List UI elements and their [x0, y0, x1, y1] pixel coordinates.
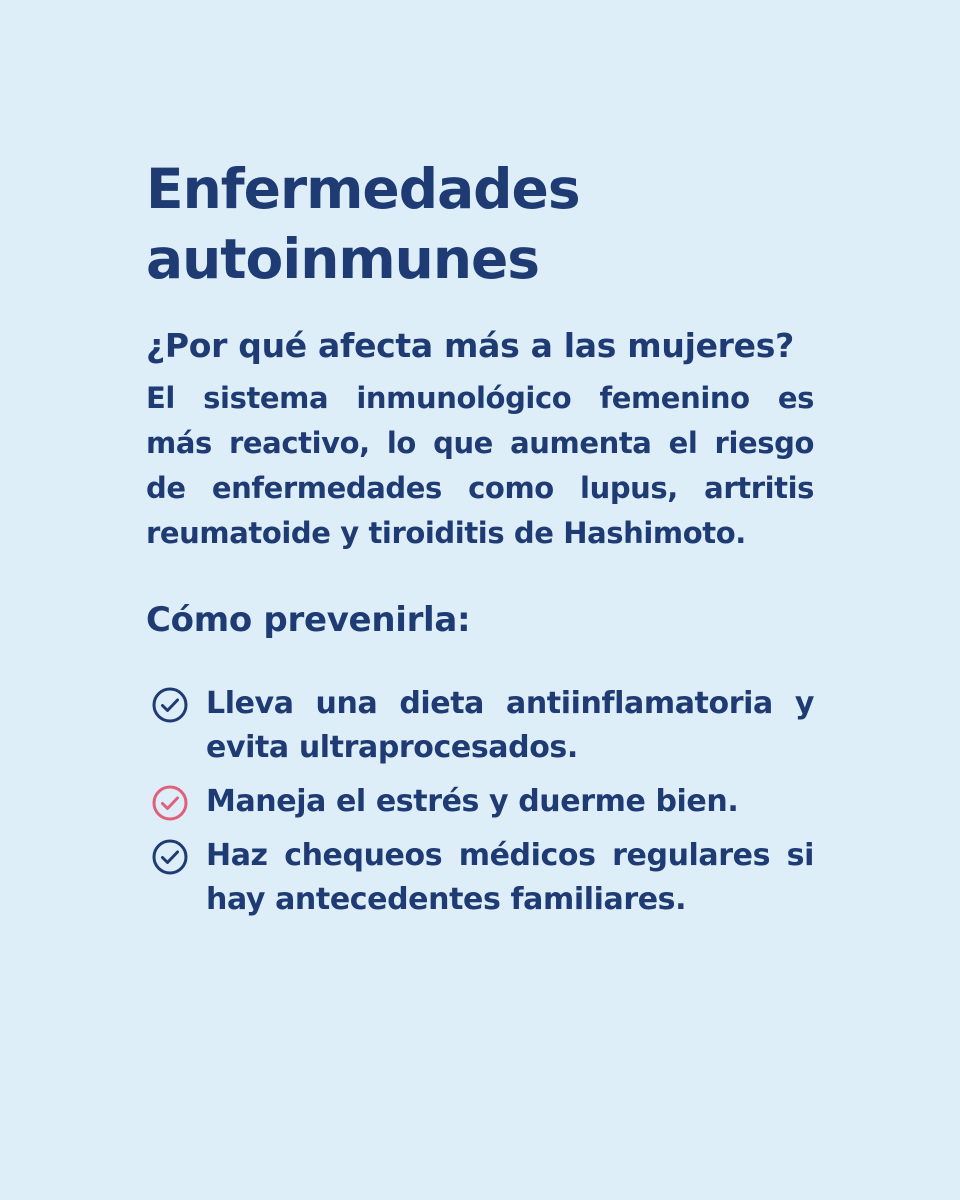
list-item — [146, 682, 814, 770]
check-circle-icon — [150, 837, 190, 877]
list-item-text: Maneja el estrés y duerme bien. — [206, 784, 739, 819]
page-title: Enfermedades autoinmunes — [146, 157, 580, 291]
prevention-list — [146, 682, 814, 922]
check-circle-icon — [150, 783, 190, 823]
prevention-heading: Cómo prevenirla: — [146, 600, 471, 640]
list-item-text: Lleva una dieta antiinflamatoria y evita ultraprocesados. — [206, 686, 814, 765]
page-subtitle: ¿Por qué afecta más a las mujeres? — [146, 326, 794, 365]
list-item-text: Haz chequeos médicos regulares si hay antecedentes familiares. — [206, 838, 814, 917]
infographic-card — [146, 154, 814, 932]
list-item — [146, 834, 814, 922]
body-paragraph: El sistema inmunológico femenino es más reactivo, lo que aumenta el riesgo de enfermedades como lupus, artritis reumatoide y tiroiditis de Hashimoto. — [146, 381, 814, 550]
list-item — [146, 780, 814, 824]
check-circle-icon — [150, 685, 190, 725]
